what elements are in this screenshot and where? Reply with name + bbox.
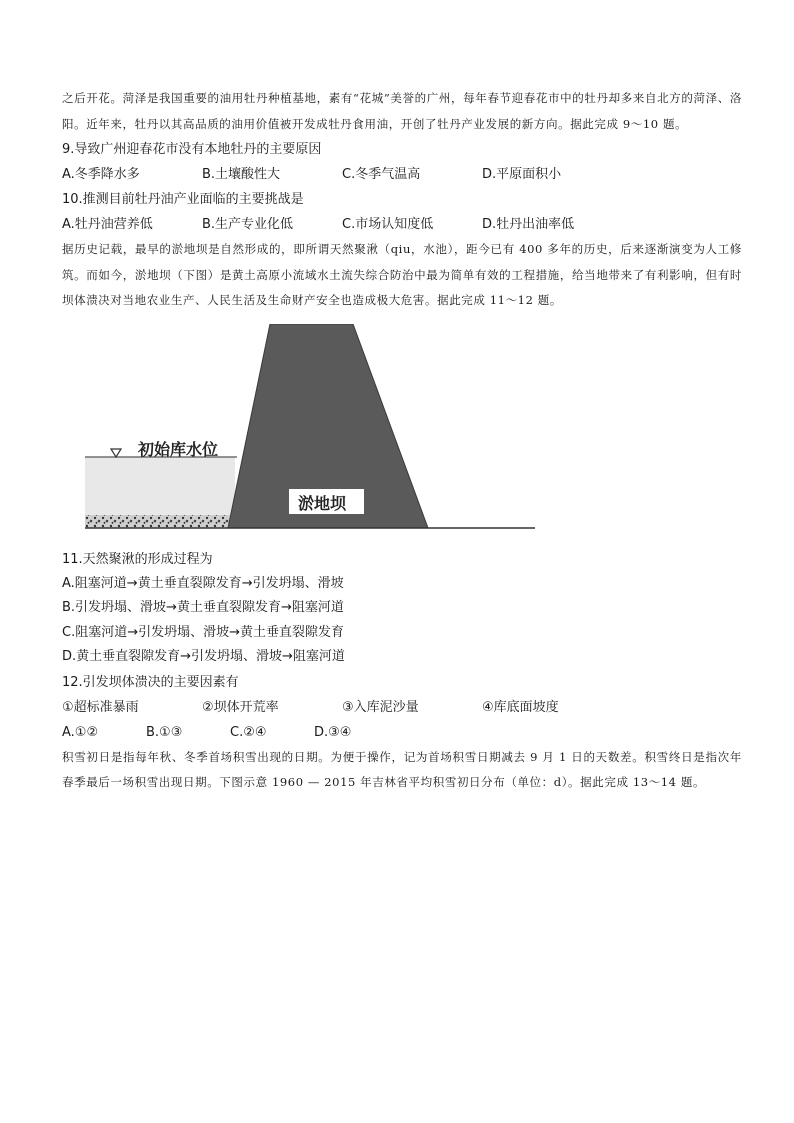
water-level-marker-icon bbox=[111, 449, 121, 457]
option-d: D.牡丹出油率低 bbox=[482, 217, 575, 232]
option-a: A.①② bbox=[62, 724, 99, 740]
factor-3: ③入库泥沙量 bbox=[342, 699, 419, 715]
dam-label: 淤地坝 bbox=[298, 493, 347, 513]
question-10-options bbox=[62, 212, 742, 237]
question-9-options bbox=[62, 162, 742, 187]
question-10-stem: 10.推测目前牡丹油产业面临的主要挑战是 bbox=[62, 192, 304, 207]
question-11-stem: 11.天然聚湫的形成过程为 bbox=[62, 551, 213, 567]
factor-2: ②坝体开荒率 bbox=[202, 699, 279, 715]
question-12-stem: 12.引发坝体溃决的主要因素有 bbox=[62, 674, 239, 690]
passage-silt-dam: 据历史记载，最早的淤地坝是自然形成的，即所谓天然聚湫（qiu，水池），距今已有 400 多年的历史，后来逐渐演变为人工修筑。而如今，淤地坝（下图）是黄土高原小流域水土流失综合防治中最为简单有效的工程措施，给当地带来了有利影响，但有时坝体溃决对当地农业生产、人民生活及生命财产安全也造成极大危害。据此完成 11～12 题。 bbox=[62, 242, 742, 307]
option-c: C.②④ bbox=[230, 724, 267, 740]
option-b: B.土壤酸性大 bbox=[202, 167, 281, 182]
option-d: D.③④ bbox=[314, 724, 352, 740]
option-c: C.阻塞河道→引发坍塌、滑坡→黄土垂直裂隙发育 bbox=[62, 624, 344, 640]
option-b: B.引发坍塌、滑坡→黄土垂直裂隙发育→阻塞河道 bbox=[62, 600, 344, 615]
option-b: B.①③ bbox=[146, 724, 183, 740]
option-c: C.市场认知度低 bbox=[342, 217, 434, 232]
question-12-factors bbox=[62, 695, 742, 720]
factor-1: ①超标准暴雨 bbox=[62, 699, 139, 715]
option-c: C.冬季气温高 bbox=[342, 167, 421, 182]
option-a: A.牡丹油营养低 bbox=[62, 217, 153, 232]
question-9-stem: 9.导致广州迎春花市没有本地牡丹的主要原因 bbox=[62, 142, 322, 157]
option-a: A.冬季降水多 bbox=[62, 167, 140, 182]
option-d: D.黄土垂直裂隙发育→引发坍塌、滑坡→阻塞河道 bbox=[62, 649, 345, 664]
intro-paragraph: 之后开花。菏泽是我国重要的油用牡丹种植基地，素有“花城”美誉的广州，每年春节迎春花市中的牡丹却多来自北方的菏泽、洛阳。近年来，牡丹以其高品质的油用价值被开发成牡丹食用油，开创了牡丹产业发展的新方向。据此完成 9～10 题。 bbox=[62, 91, 742, 131]
question-12-options bbox=[62, 720, 742, 745]
passage-snow-cover: 积雪初日是指每年秋、冬季首场积雪出现的日期。为便于操作，记为首场积雪日期减去 9 月 1 日的天数差。积雪终日是指次年春季最后一场积雪出现日期。下图示意 1960 — 2015 年吉林省平均积雪初日分布（单位：d）。据此完成 13～14 题。 bbox=[62, 749, 742, 789]
factor-4: ④库底面坡度 bbox=[482, 699, 559, 715]
water-level-label: 初始库水位 bbox=[138, 439, 219, 459]
option-a: A.阻塞河道→黄土垂直裂隙发育→引发坍塌、滑坡 bbox=[62, 575, 344, 591]
option-d: D.平原面积小 bbox=[482, 167, 562, 182]
option-b: B.生产专业化低 bbox=[202, 217, 294, 232]
reservoir-water bbox=[85, 457, 235, 515]
exam-page bbox=[62, 86, 742, 796]
sediment-layer bbox=[85, 515, 230, 528]
silt-dam-figure bbox=[85, 324, 545, 539]
